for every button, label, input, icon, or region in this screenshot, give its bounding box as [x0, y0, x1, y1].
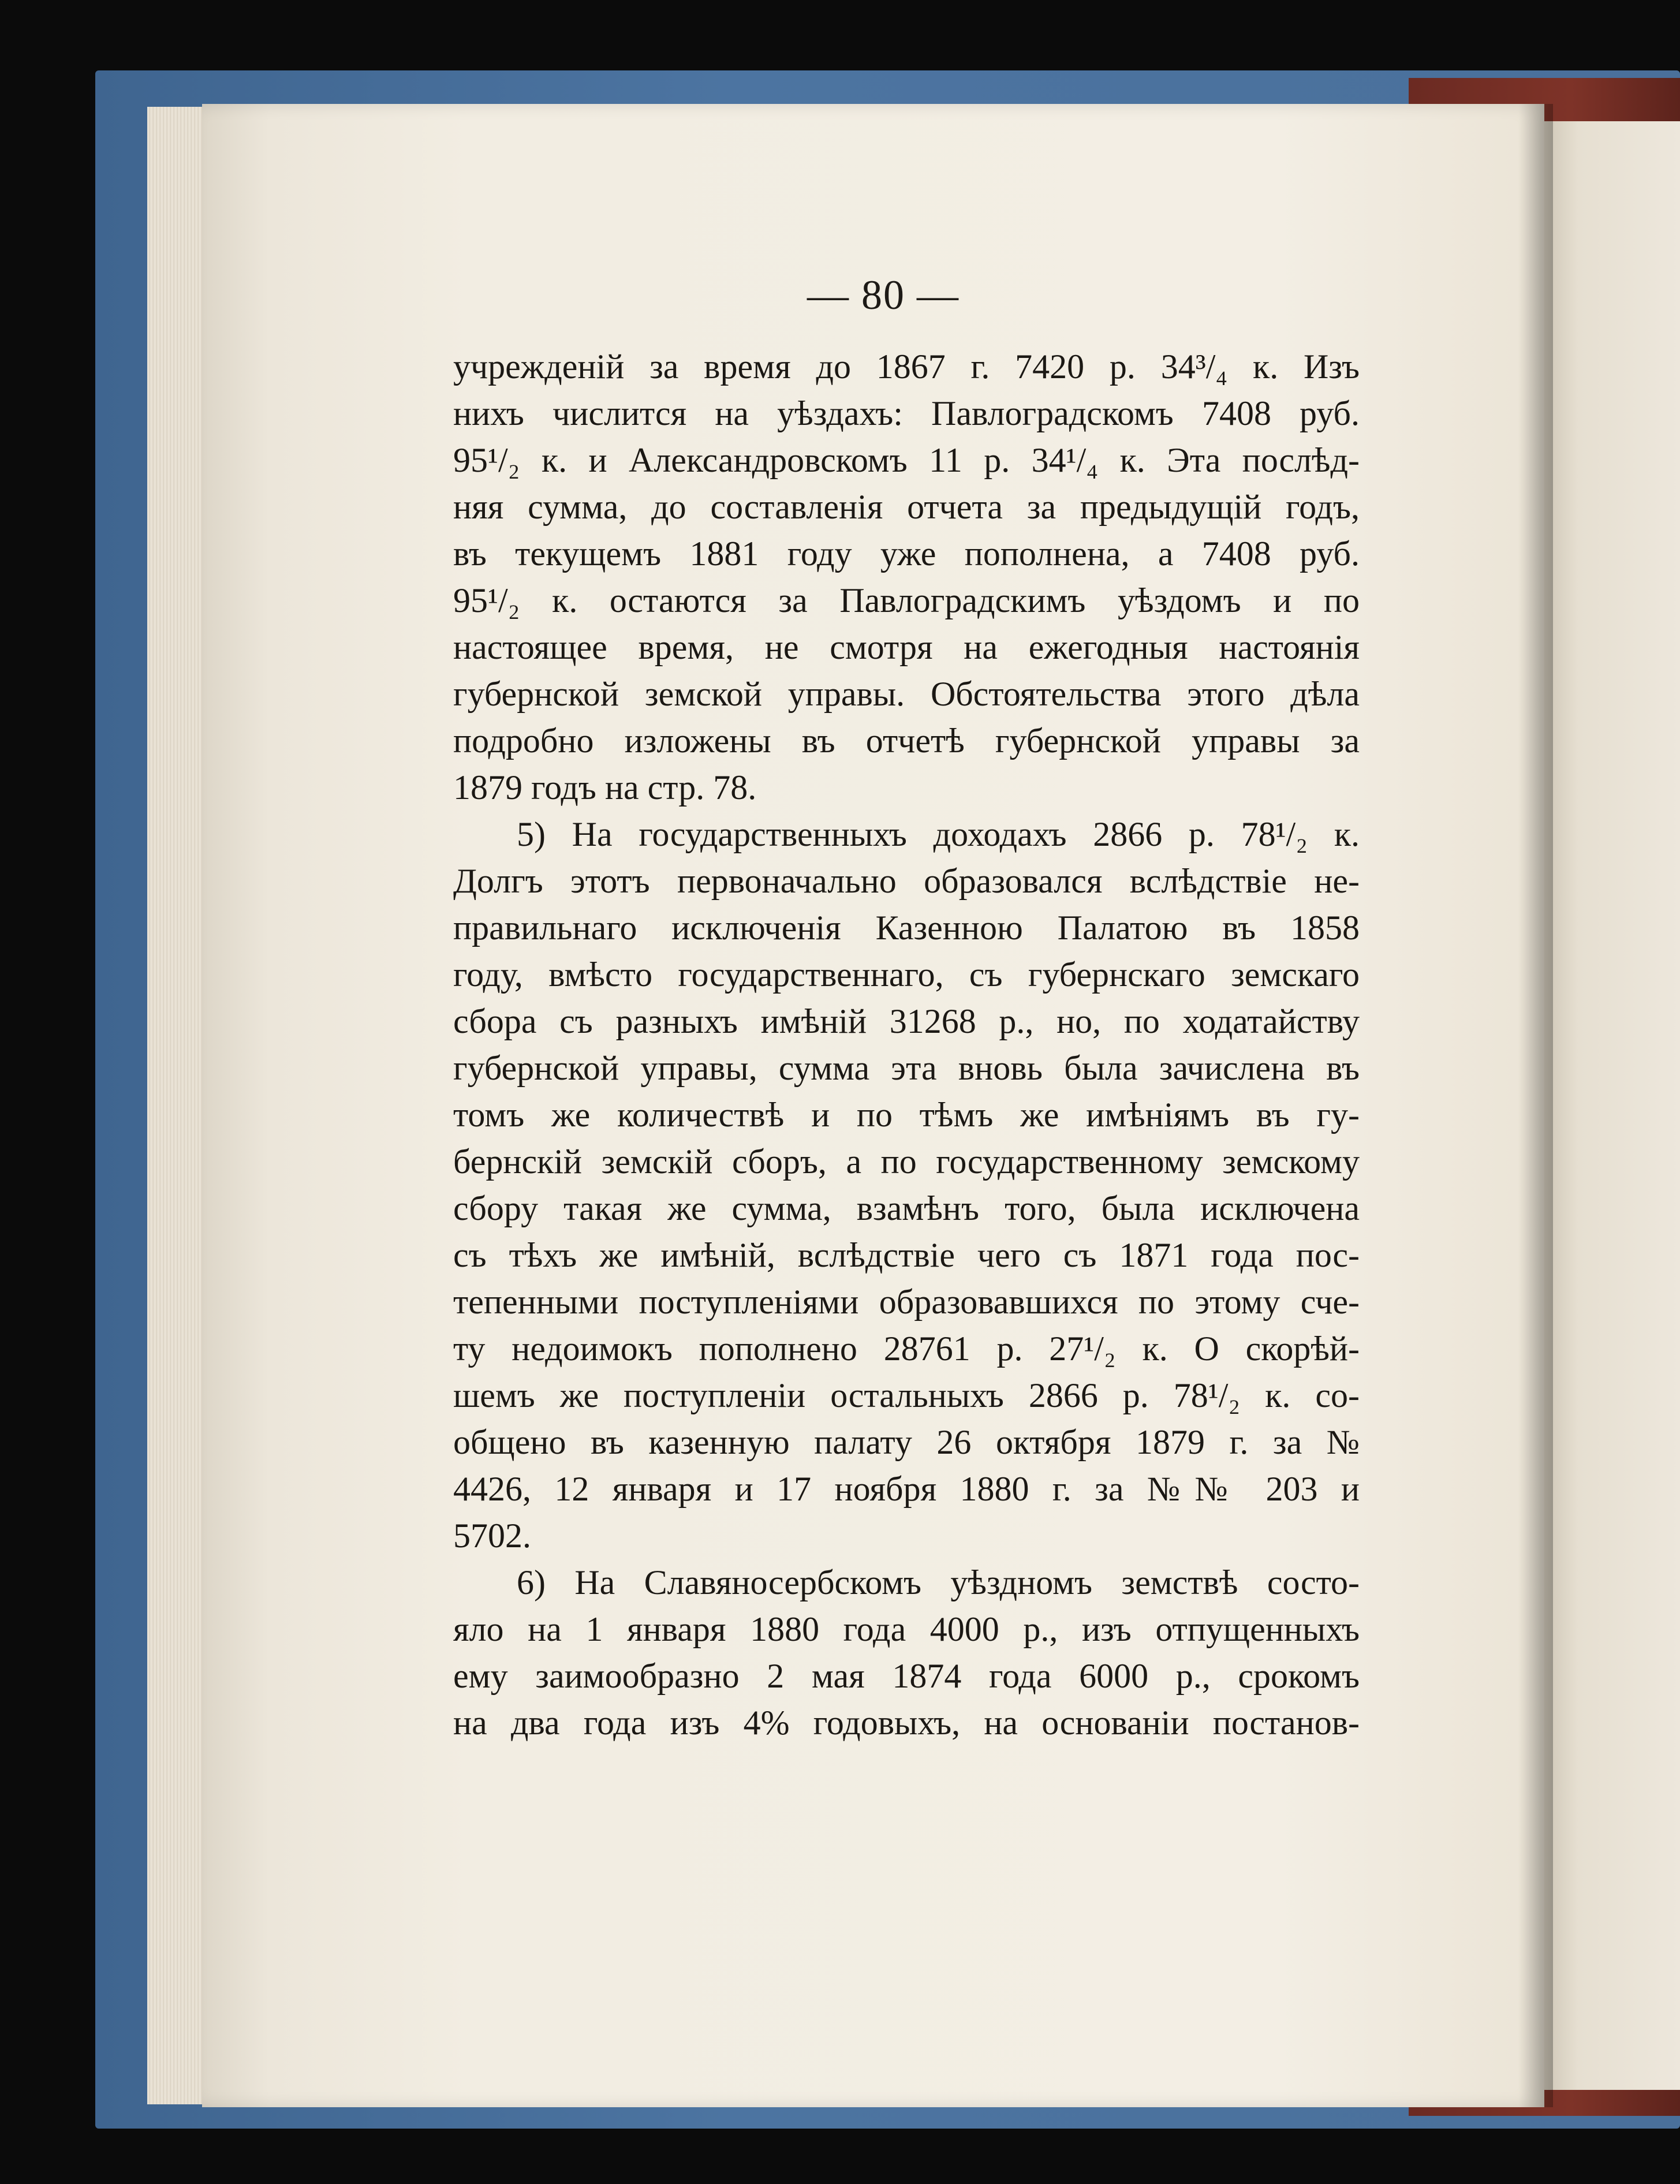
gutter-shadow	[1518, 104, 1553, 2107]
text-line: общено въ казенную палату 26 октября 1879 г. за №	[453, 1423, 1360, 1461]
text-line: 95¹/₂ к. остаются за Павлоградскимъ уѣздомъ и по	[453, 581, 1360, 619]
text-line: яло на 1 января 1880 года 4000 р., изъ отпущенныхъ	[453, 1610, 1360, 1648]
body-text	[453, 344, 1360, 1746]
text-line: 6) На Славяносербскомъ уѣздномъ земствѣ состо-	[517, 1563, 1360, 1601]
page-number: — 80 —	[807, 272, 960, 318]
text-line: Долгъ этотъ первоначально образовался вслѣдствіе не-	[453, 862, 1360, 900]
text-line: губернской земской управы. Обстоятельства этого дѣла	[453, 675, 1360, 713]
text-line: нихъ числится на уѣздахъ: Павлоградскомъ 7408 руб.	[453, 394, 1360, 432]
text-line: учрежденій за время до 1867 г. 7420 р. 34³/₄ к. Изъ	[453, 348, 1360, 386]
text-line: правильнаго исключенія Казенною Палатою въ 1858	[453, 909, 1360, 947]
text-line: томъ же количествѣ и по тѣмъ же имѣніямъ въ гу-	[453, 1096, 1360, 1134]
text-line: 1879 годъ на стр. 78.	[453, 768, 757, 807]
text-line: 5702.	[453, 1517, 531, 1555]
text-line: бернскій земскій сборъ, а по государственному земскому	[453, 1143, 1360, 1181]
text-line: на два года изъ 4% годовыхъ, на основаніи постанов-	[453, 1704, 1360, 1742]
text-line: губернской управы, сумма эта вновь была зачислена въ	[453, 1049, 1360, 1087]
text-line: подробно изложены въ отчетѣ губернской управы за	[453, 722, 1360, 760]
text-line: ту недоимокъ пополнено 28761 р. 27¹/₂ к. О скорѣй-	[453, 1330, 1360, 1368]
text-line: 95¹/₂ к. и Александровскомъ 11 р. 34¹/₄ к. Эта послѣд-	[453, 441, 1360, 479]
text-line: сбору такая же сумма, взамѣнъ того, была исключена	[453, 1189, 1360, 1227]
text-line: сбора съ разныхъ имѣній 31268 р., но, по ходатайству	[453, 1002, 1360, 1040]
text-line: тепенными поступленіями образовавшихся по этому сче-	[453, 1283, 1360, 1321]
text-line: шемъ же поступленіи остальныхъ 2866 р. 78¹/₂ к. со-	[453, 1376, 1360, 1414]
text-line: году, вмѣсто государственнаго, съ губернскаго земскаго	[453, 955, 1360, 994]
text-line: съ тѣхъ же имѣній, вслѣдствіе чего съ 1871 года пос-	[453, 1236, 1360, 1274]
text-line: настоящее время, не смотря на ежегодныя настоянія	[453, 628, 1360, 666]
text-line: 5) На государственныхъ доходахъ 2866 р. 78¹/₂ к.	[517, 815, 1360, 853]
text-line: няя сумма, до составленія отчета за предыдущій годъ,	[453, 488, 1360, 526]
facing-page	[1544, 121, 1680, 2090]
text-line: въ текущемъ 1881 году уже пополнена, а 7408 руб.	[453, 535, 1360, 573]
text-line: ему заимообразно 2 мая 1874 года 6000 р., срокомъ	[453, 1657, 1360, 1695]
text-line: 4426, 12 января и 17 ноября 1880 г. за №№ 203 и	[453, 1470, 1360, 1508]
